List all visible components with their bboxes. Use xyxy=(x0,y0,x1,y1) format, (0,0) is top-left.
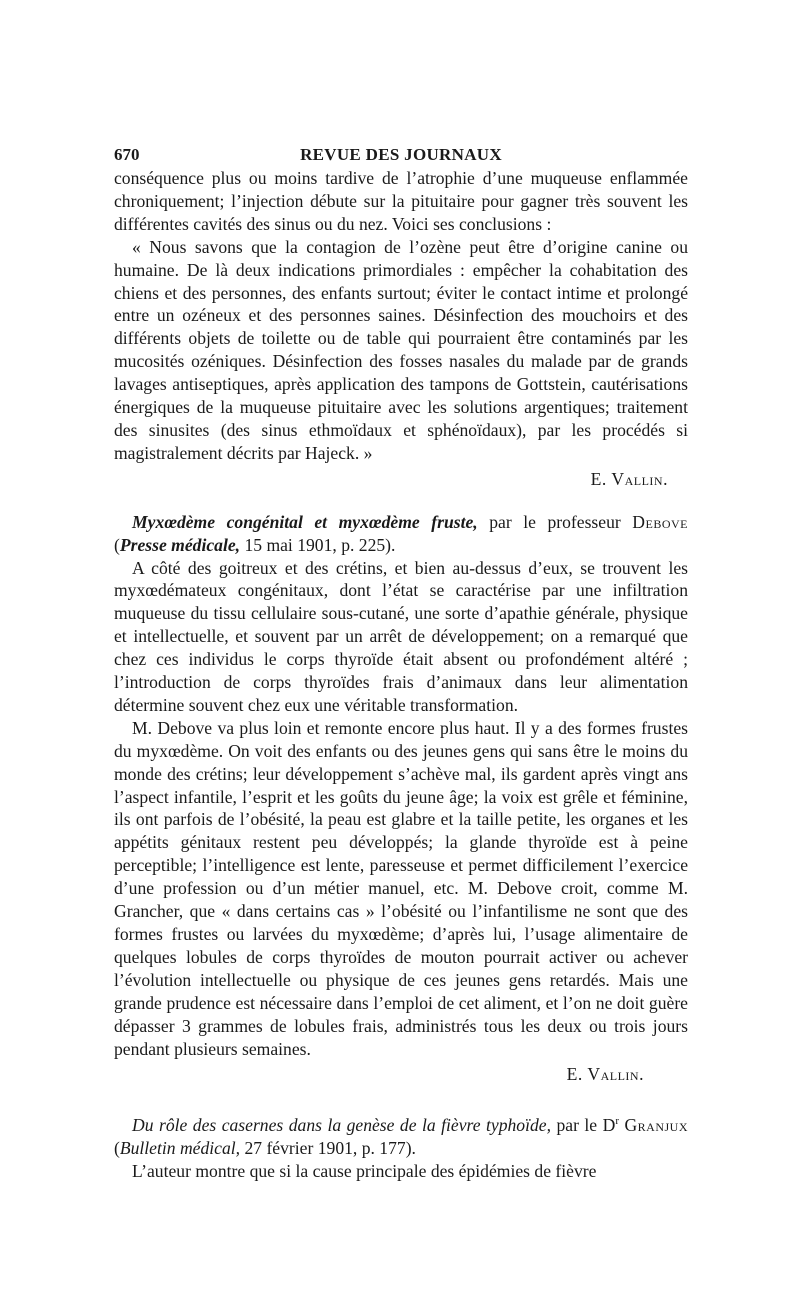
citation-journal: Bulletin médical, xyxy=(119,1138,241,1159)
article-title-text: Myxœdème congénital et myxœdème fruste, xyxy=(132,511,478,532)
citation-open: ( xyxy=(114,1138,120,1159)
article-title-by: par le professeur xyxy=(477,511,633,532)
article-title xyxy=(114,1114,688,1160)
article-myxoedeme xyxy=(114,511,688,1087)
citation-details: 27 février 1901, p. 177). xyxy=(240,1138,416,1159)
paragraph: L’auteur montre que si la cause principale des épidémies de fièvre xyxy=(132,1161,597,1182)
paragraph: A côté des goitreux et des crétins, et bien au-dessus d’eux, se trouvent les myxœdémateux congénitaux, dont l’état se caractérise par une infiltration muqueuse du tissu cellulaire sous-cutané, une sorte d’apathie générale, physique et intellectuelle, et souvent par un arrêt de développement; on a remarqué que chez ces individus le corps thyroïde était absent ou profondément altéré ; l’introduction de corps thyroïdes frais d’animaux dans leur alimentation détermine souvent chez eux une véritable transformation. xyxy=(114,557,688,715)
citation-open: ( xyxy=(114,534,120,555)
citation-details: 15 mai 1901, p. 225). xyxy=(240,534,396,555)
running-title: REVUE DES JOURNAUX xyxy=(300,145,502,164)
article-ozene-conclusion xyxy=(114,167,688,491)
article-title-by: par le xyxy=(551,1115,603,1136)
page-header xyxy=(114,140,688,167)
article-casernes xyxy=(114,1114,688,1183)
doctor-abbrev-sup: r xyxy=(615,1115,619,1128)
paragraph: conséquence plus ou moins tardive de l’atrophie d’une muqueuse enflammée chroniquement; l’injection débute sur la pituitaire pour gagner très souvent les différentes cavités des sinus ou du nez. Voici ses conclusions : xyxy=(114,168,688,234)
quoted-conclusions: « Nous savons que la contagion de l’ozène peut être d’origine canine ou humaine. De là deux indications primordiales : empêcher la cohabitation des chiens et des personnes, des enfants surtout; éviter le contact intime et prolongé entre un ozéneux et des personnes saines. Désinfection des mouchoirs et des différents objets de toilette ou de table qui pourraient être contaminés par les mucosités ozéniques. Désinfection des fosses nasales du malade par de grands lavages antiseptiques, après application des tampons de Gottstein, cautérisations énergiques de la muqueuse pituitaire avec les solutions argentiques; traitement des sinusites (des sinus ethmoïdaux et sphénoïdaux), par les procédés si magistralement décrits par Hajeck. » xyxy=(114,236,688,463)
author-signature: E. Vallin. xyxy=(566,1064,644,1085)
paragraph: M. Debove va plus loin et remonte encore plus haut. Il y a des formes frustes du myxœdème. On voit des enfants ou des jeunes gens qui sans être le moins du monde des crétins; leur développement s’achève mal, ils gardent après vingt ans l’aspect infantile, l’esprit et les goûts du jeune âge; la voix est grêle et féminine, ils ont parfois de l’obésité, la peau est glabre et la taille petite, les organes et les appétits génitaux restent peu développés; la glande thyroïde est à peine perceptible; l’intelligence est lente, paresseuse et permet difficilement l’exercice d’une profession ou d’un métier manuel, etc. M. Debove croit, comme M. Grancher, que « dans certains cas » l’obésité ou l’infantilisme ne sont que des formes frustes ou larvées du myxœdème; d’après lui, l’usage alimentaire de quelques lobules de corps thyroïdes de mouton pourrait activer ou achever l’évolution intellectuelle ou physique de ces jeunes gens retardés. Mais une grande prudence est nécessaire dans l’emploi de cet aliment, et l’on ne doit guère dépasser 3 grammes de lobules frais, administrés tous les deux ou trois jours pendant plusieurs semaines. xyxy=(114,717,688,1059)
journal-page xyxy=(114,140,688,1183)
page-number: 670 xyxy=(114,145,140,164)
article-author: Granjux xyxy=(624,1115,688,1136)
article-author: Debove xyxy=(632,511,688,532)
author-signature: E. Vallin. xyxy=(590,468,668,489)
article-title-text: Du rôle des casernes dans la genèse de la fièvre typhoïde, xyxy=(132,1115,552,1136)
citation-journal: Presse médicale, xyxy=(119,534,241,555)
article-title xyxy=(114,511,688,557)
doctor-abbrev: D xyxy=(602,1115,616,1136)
